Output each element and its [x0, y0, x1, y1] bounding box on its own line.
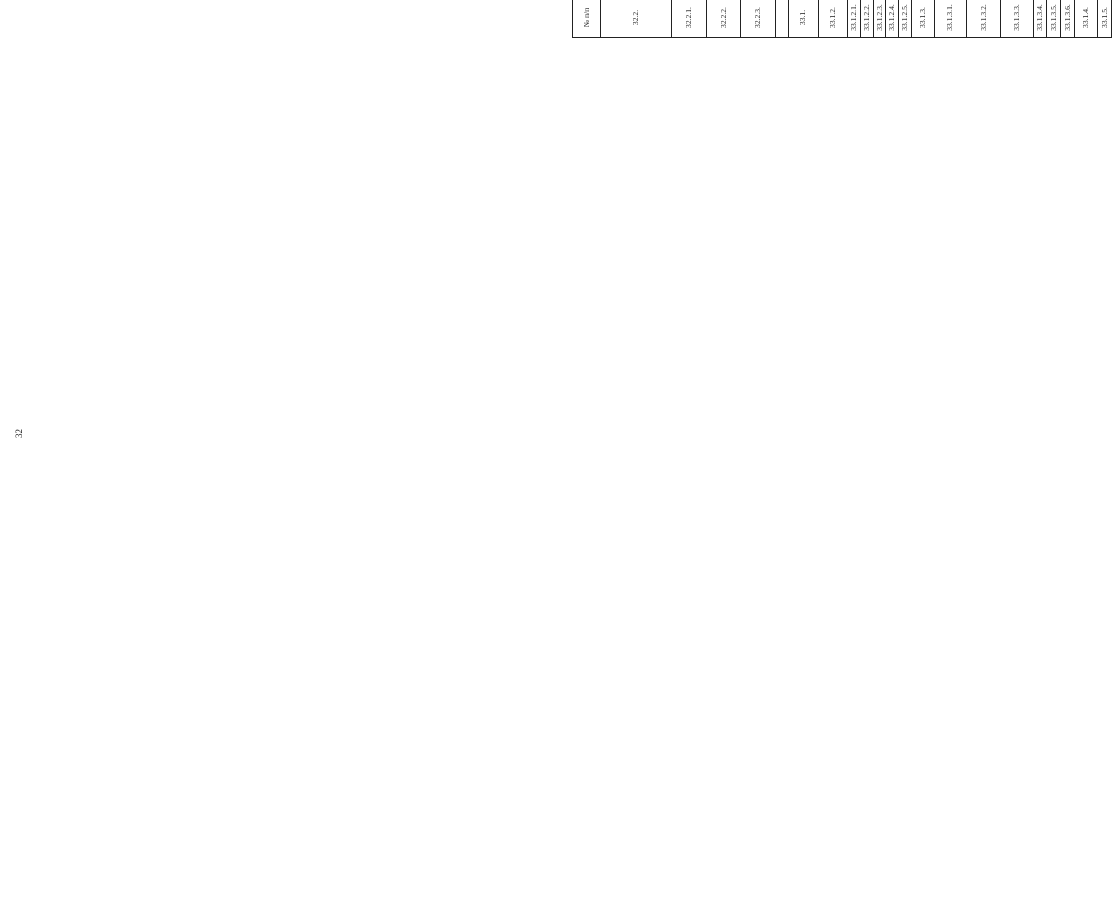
table-row: [873, 0, 886, 38]
page-number: 32: [14, 429, 24, 438]
row-code: 33.1.3.6.: [1061, 0, 1075, 38]
row-code: 33.1.3.1.: [934, 0, 966, 38]
row-code: 33.1.5.: [1098, 0, 1112, 38]
row-code: 32.2.3.: [741, 0, 776, 38]
row-code: 33.1.2.5.: [899, 0, 912, 38]
table-row: [934, 0, 966, 38]
table-row: [818, 0, 848, 38]
row-code: 33.1.2.2.: [861, 0, 874, 38]
table-row: [601, 0, 672, 38]
table-row: [1033, 0, 1047, 38]
table-row: [966, 0, 1001, 38]
table-row: [861, 0, 874, 38]
row-code: 33.1.3.3.: [1001, 0, 1033, 38]
row-code: 33.1.3.: [911, 0, 934, 38]
table-row: [1047, 0, 1061, 38]
row-code: 33.1.: [788, 0, 818, 38]
header-num: № п/п: [573, 0, 601, 38]
table-row: [1001, 0, 1033, 38]
row-code: 33.1.3.4.: [1033, 0, 1047, 38]
section-blank: [775, 0, 788, 38]
row-code: 32.2.2.: [706, 0, 741, 38]
table-row: [706, 0, 741, 38]
row-code: 32.2.: [601, 0, 672, 38]
row-code: 33.1.2.4.: [886, 0, 899, 38]
row-code: 33.1.4.: [1075, 0, 1098, 38]
row-code: 32.2.1.: [672, 0, 707, 38]
table-row: [1061, 0, 1075, 38]
table-row: [1098, 0, 1112, 38]
table-row: [848, 0, 861, 38]
table-row: [1075, 0, 1098, 38]
indicator-table: [572, 0, 1112, 38]
row-code: 33.1.2.3.: [873, 0, 886, 38]
table-row: [899, 0, 912, 38]
row-code: 33.1.2.: [818, 0, 848, 38]
row-code: 33.1.2.1.: [848, 0, 861, 38]
indicator-table-container: [572, 0, 1112, 38]
row-code: 33.1.3.5.: [1047, 0, 1061, 38]
table-row: [886, 0, 899, 38]
table-row: [788, 0, 818, 38]
row-code: 33.1.3.2.: [966, 0, 1001, 38]
table-row: [741, 0, 776, 38]
table-row: [911, 0, 934, 38]
table-row: [672, 0, 707, 38]
